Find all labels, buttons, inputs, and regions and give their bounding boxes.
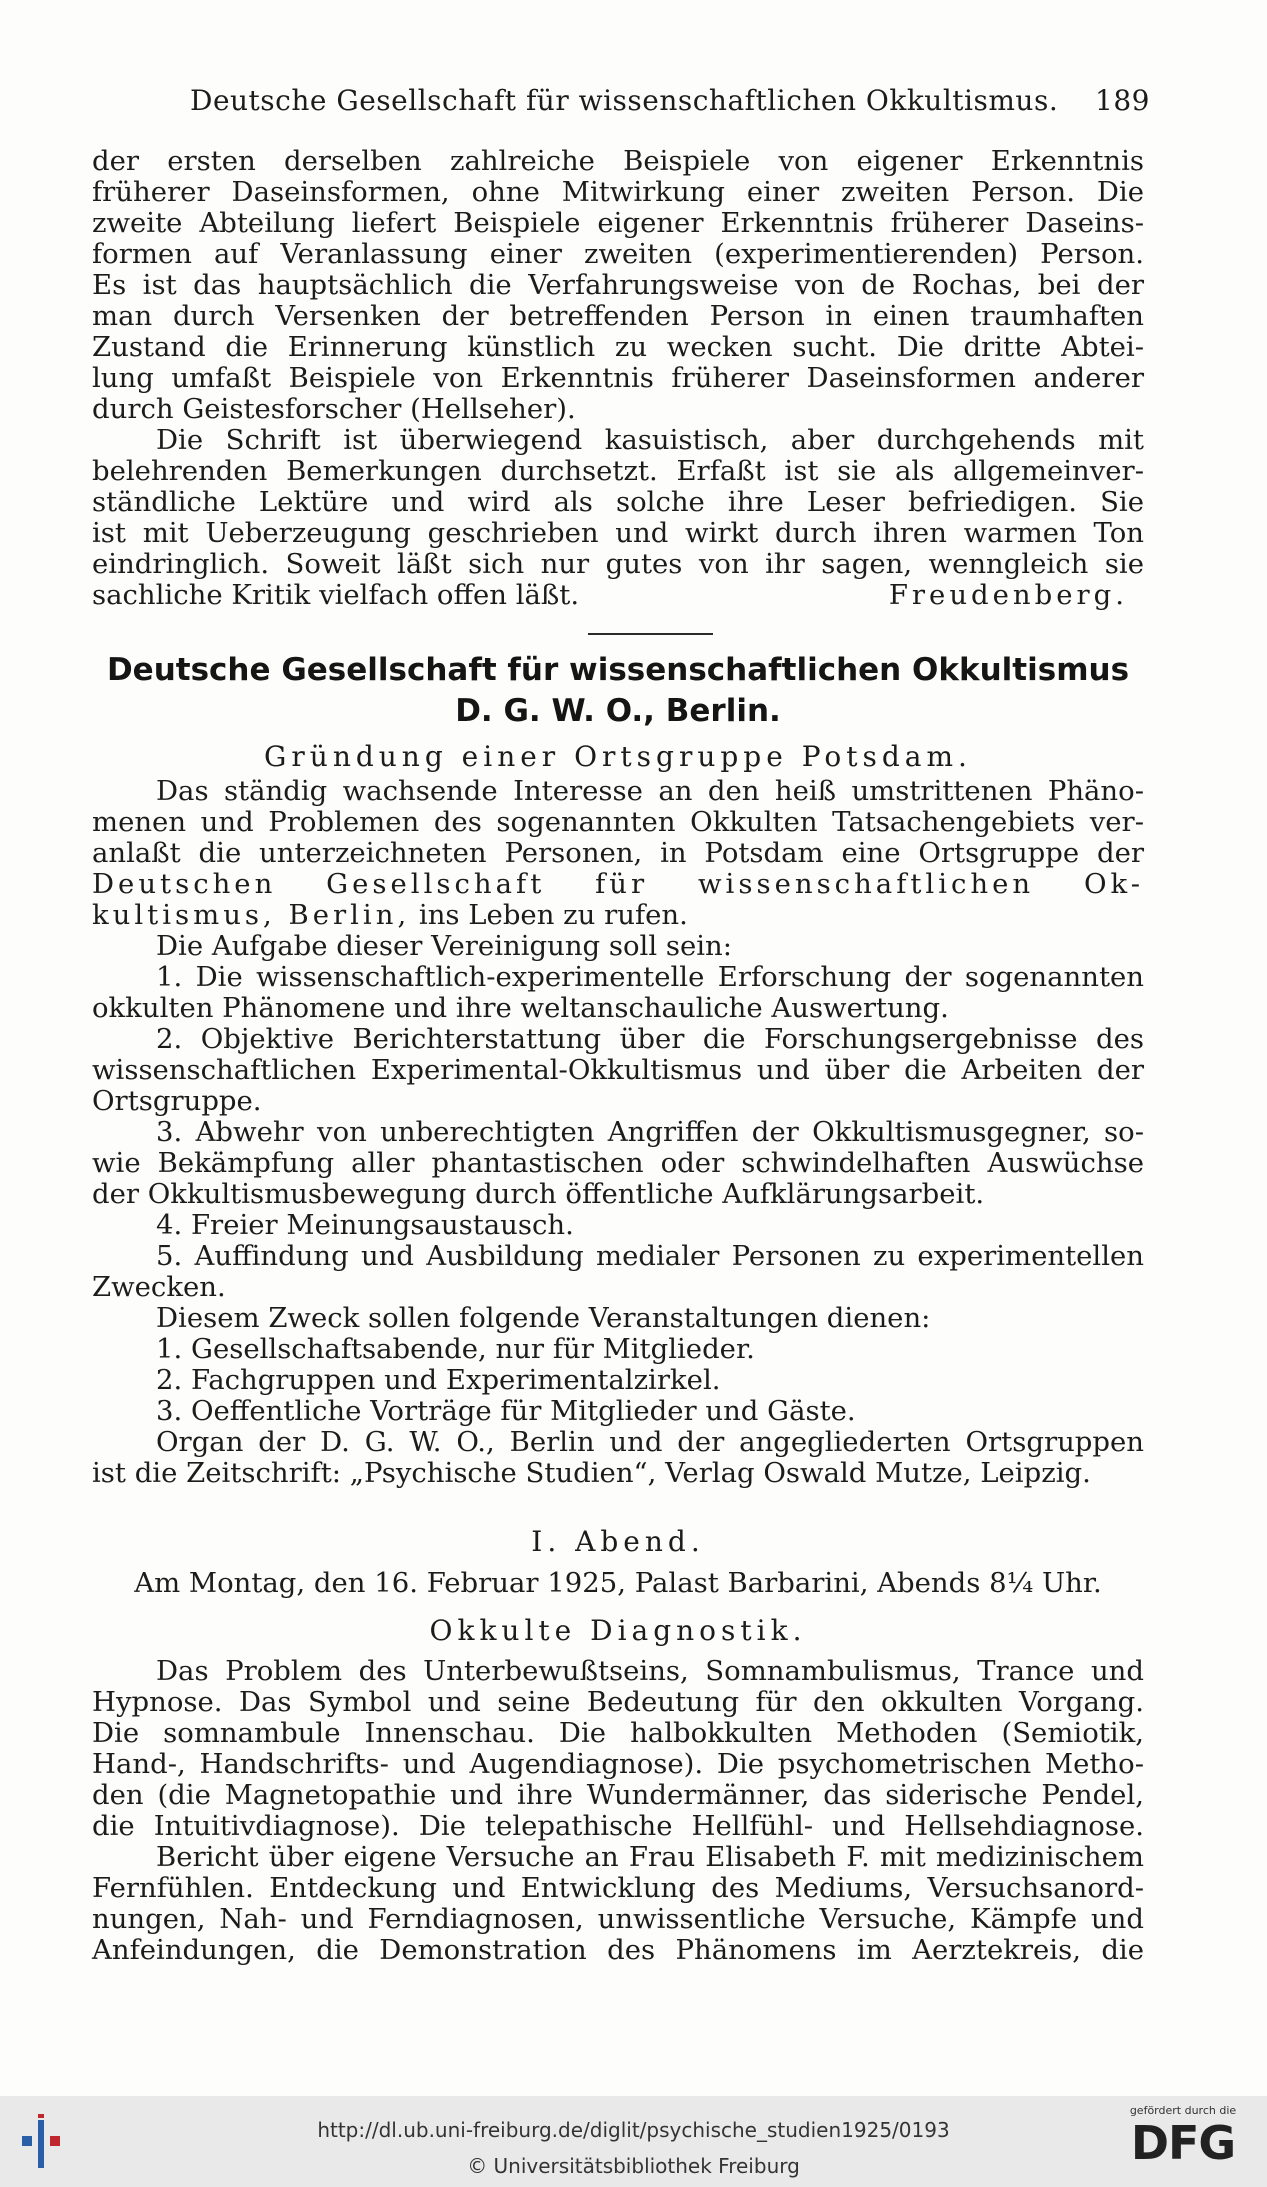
text-line: Ortsgruppe.	[92, 1085, 262, 1117]
text-line: ist mit Ueberzeugung geschrieben und wirkt durch ihren warmen Ton	[92, 517, 1144, 549]
text-line: Die Schrift ist überwiegend kasuistisch, aber durchgehends mit	[156, 424, 1144, 456]
text-line: Anfeindungen, die Demonstration des Phänomens im Aerztekreis, die	[92, 1934, 1144, 1966]
text-line: nungen, Nah- und Ferndiagnosen, unwissentliche Versuche, Kämpfe und	[92, 1903, 1144, 1935]
text-line: zweite Abteilung liefert Beispiele eigener Erkenntnis früherer Daseins-	[92, 207, 1144, 239]
footer-bar	[0, 2096, 1267, 2187]
text-line: Das ständig wachsende Interesse an den heiß umstrittenen Phäno-	[156, 775, 1144, 807]
subheading: Gründung einer Ortsgruppe Potsdam.	[264, 740, 972, 773]
text-line: Die Aufgabe dieser Vereinigung soll sein:	[156, 930, 733, 962]
text-line: den (die Magnetopathie und ihre Wundermänner, das siderische Pendel,	[92, 1779, 1144, 1811]
text-line: okkulten Phänomene und ihre weltanschauliche Auswertung.	[92, 992, 949, 1024]
text-line	[92, 900, 1144, 931]
text-line: Diesem Zweck sollen folgende Veranstaltungen dienen:	[156, 1302, 931, 1334]
text-line: Fernfühlen. Entdeckung und Entwicklung des Mediums, Versuchsanord-	[92, 1872, 1144, 1904]
list-item: 5. Auffindung und Ausbildung medialer Personen zu experimentellen	[156, 1240, 1144, 1272]
text-line: belehrenden Bemerkungen durchsetzt. Erfaßt ist sie als allgemeinver-	[92, 455, 1144, 487]
text-line: anlaßt die unterzeichneten Personen, in Potsdam eine Ortsgruppe der	[92, 837, 1144, 869]
text-line: wissenschaftlichen Experimental-Okkultismus und über die Arbeiten der	[92, 1054, 1144, 1086]
list-item: 3. Oeffentliche Vorträge für Mitglieder und Gäste.	[156, 1395, 856, 1427]
dfg-funding-label: gefördert durch die	[1129, 2104, 1237, 2117]
evening-title: Okkulte Diagnostik.	[429, 1614, 807, 1647]
text-line: der Okkultismusbewegung durch öffentliche Aufklärungsarbeit.	[92, 1178, 985, 1210]
society-heading-line1: Deutsche Gesellschaft für wissenschaftlichen Okkultismus	[106, 652, 1130, 688]
list-item: 2. Fachgruppen und Experimentalzirkel.	[156, 1364, 721, 1396]
review-last-line: sachliche Kritik vielfach offen läßt.	[92, 579, 580, 611]
text-line: früherer Daseinsformen, ohne Mitwirkung einer zweiten Person. Die	[92, 176, 1144, 208]
list-item: 1. Gesellschaftsabende, nur für Mitglieder.	[156, 1333, 755, 1365]
evening-date-line: Am Montag, den 16. Februar 1925, Palast Barbarini, Abends 8¼ Uhr.	[134, 1567, 1102, 1599]
society-name-spaced: kultismus, Berlin,	[92, 899, 411, 931]
list-item: 2. Objektive Berichterstattung über die Forschungsergebnisse des	[156, 1023, 1144, 1055]
intro-end: ins Leben zu rufen.	[410, 899, 688, 931]
running-head-title: Deutsche Gesellschaft für wissenschaftlichen Okkultismus.	[190, 84, 1059, 117]
list-item: 1. Die wissenschaftlich-experimentelle Erforschung der sogenannten	[156, 961, 1144, 993]
text-line: der ersten derselben zahlreiche Beispiele von eigener Erkenntnis	[92, 145, 1144, 177]
society-heading-line2: D. G. W. O., Berlin.	[455, 693, 781, 729]
dfg-logo-text: DFG	[1130, 2116, 1236, 2170]
text-line: wie Bekämpfung aller phantastischen oder schwindelhaften Auswüchse	[92, 1147, 1144, 1179]
text-line: Organ der D. G. W. O., Berlin und der angegliederten Ortsgruppen	[156, 1426, 1144, 1458]
text-line: Hand-, Handschrifts- und Augendiagnose). Die psychometrischen Metho-	[92, 1748, 1144, 1780]
dfg-logo	[1113, 2102, 1253, 2182]
text-line-with-signature	[92, 580, 1144, 611]
text-line: eindringlich. Soweit läßt sich nur gutes von ihr sagen, wenngleich sie	[92, 548, 1144, 580]
source-url-link[interactable]: http://dl.ub.uni-freiburg.de/diglit/psychische_studien1925/0193	[317, 2118, 950, 2142]
copyright-text: © Universitätsbibliothek Freiburg	[467, 2154, 800, 2178]
text-line: Die somnambule Innenschau. Die halbokkulten Methoden (Semiotik,	[92, 1717, 1144, 1749]
text-line: Bericht über eigene Versuche an Frau Elisabeth F. mit medizinischem	[156, 1841, 1144, 1873]
review-signature: Freudenberg.	[888, 579, 1128, 611]
text-line: Hypnose. Das Symbol und seine Bedeutung für den okkulten Vorgang.	[92, 1686, 1144, 1718]
list-item: 4. Freier Meinungsaustausch.	[156, 1209, 574, 1241]
list-item: 3. Abwehr von unberechtigten Angriffen der Okkultismusgegner, so-	[156, 1116, 1144, 1148]
review-paragraph	[92, 146, 1144, 611]
section-divider	[588, 633, 713, 635]
page-number: 189	[1095, 84, 1150, 117]
evening-heading: I. Abend.	[531, 1525, 705, 1558]
founding-text	[92, 776, 1144, 1489]
text-line: Das Problem des Unterbewußtseins, Somnambulismus, Trance und	[156, 1655, 1144, 1687]
text-line: menen und Problemen des sogenannten Okkulten Tatsachengebiets ver-	[92, 806, 1144, 838]
text-line: durch Geistesforscher (Hellseher).	[92, 393, 576, 425]
text-line: ständliche Lektüre und wird als solche ihre Leser befriedigen. Sie	[92, 486, 1144, 518]
text-line: lung umfaßt Beispiele von Erkenntnis früherer Daseinsformen anderer	[92, 362, 1144, 394]
text-line: formen auf Veranlassung einer zweiten (experimentierenden) Person.	[92, 238, 1144, 270]
text-line: ist die Zeitschrift: „Psychische Studien“, Verlag Oswald Mutze, Leipzig.	[92, 1457, 1091, 1489]
text-line: Zustand die Erinnerung künstlich zu wecken sucht. Die dritte Abtei-	[92, 331, 1144, 363]
text-line: man durch Versenken der betreffenden Person in einen traumhaften	[92, 300, 1144, 332]
text-line: Es ist das hauptsächlich die Verfahrungsweise von de Rochas, bei der	[92, 269, 1144, 301]
evening-date	[92, 1568, 1144, 1599]
evening-text	[92, 1656, 1144, 1966]
text-line: Zwecken.	[92, 1271, 226, 1303]
text-line-spaced: Deutschen Gesellschaft für wissenschaftlichen Ok-	[92, 868, 1144, 900]
text-line: die Intuitivdiagnose). Die telepathische Hellfühl- und Hellsehdiagnose.	[92, 1810, 1144, 1842]
